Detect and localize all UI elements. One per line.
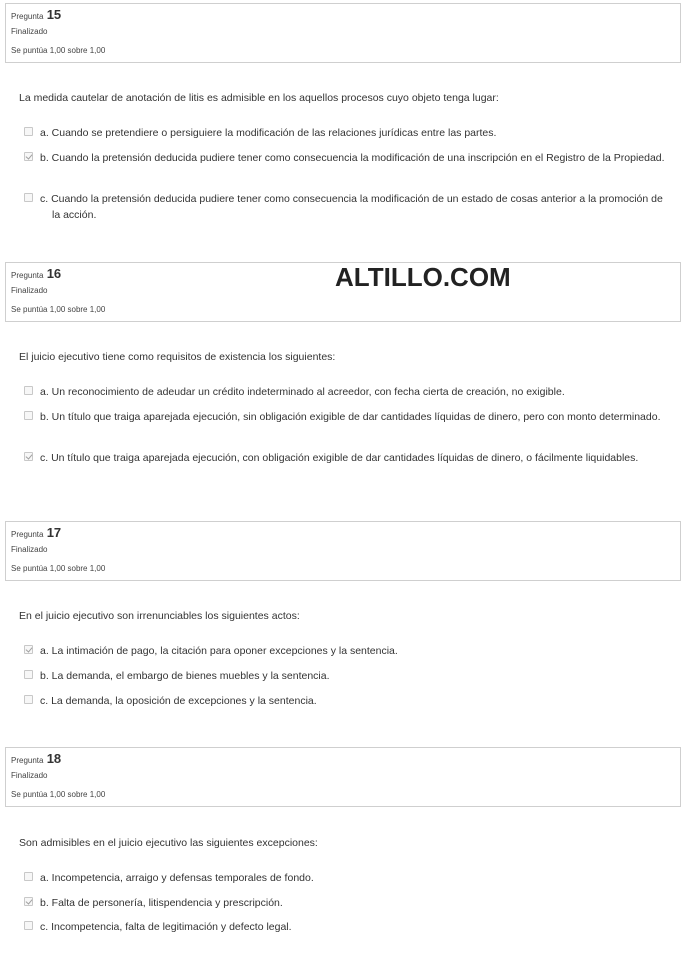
answer-option[interactable]: b. Cuando la pretensión deducida pudiere tener como consecuencia la modificación de una inscripción en el Registro de la Propiedad. <box>24 150 669 166</box>
answer-option[interactable]: b. Un título que traiga aparejada ejecución, sin obligación exigible de dar cantidades líquidas de dinero, pero con monto determinado. <box>24 409 669 425</box>
checkbox[interactable] <box>24 872 33 881</box>
question-info-15 <box>5 3 681 63</box>
question-grade: Se puntúa 1,00 sobre 1,00 <box>11 46 106 55</box>
question-grade: Se puntúa 1,00 sobre 1,00 <box>11 790 106 799</box>
answer-option[interactable]: b. La demanda, el embargo de bienes muebles y la sentencia. <box>24 668 669 684</box>
answer-option[interactable]: b. Falta de personería, litispendencia y prescripción. <box>24 895 669 911</box>
checkbox[interactable] <box>24 670 33 679</box>
question-state: Finalizado <box>11 771 48 780</box>
question-number: Pregunta 16 <box>11 266 62 281</box>
checkbox-checked[interactable] <box>24 645 33 654</box>
checkbox-checked[interactable] <box>24 452 33 461</box>
answer-option[interactable]: c. Incompetencia, falta de legitimación y defecto legal. <box>24 919 669 935</box>
checkbox[interactable] <box>24 411 33 420</box>
checkbox-checked[interactable] <box>24 152 33 161</box>
answer-option[interactable]: c. Un título que traiga aparejada ejecución, con obligación exigible de dar cantidades líquidas de dinero, o fácilmente liquidables. <box>24 450 669 466</box>
question-text: En el juicio ejecutivo son irrenunciables los siguientes actos: <box>19 610 300 622</box>
checkbox[interactable] <box>24 386 33 395</box>
answer-option[interactable]: a. Un reconocimiento de adeudar un crédito indeterminado al acreedor, con fecha cierta de creación, no exigible. <box>24 384 669 400</box>
question-info-17 <box>5 521 681 581</box>
checkbox[interactable] <box>24 921 33 930</box>
answer-option[interactable]: a. Incompetencia, arraigo y defensas temporales de fondo. <box>24 870 669 886</box>
question-state: Finalizado <box>11 27 48 36</box>
question-info-18 <box>5 747 681 807</box>
checkbox[interactable] <box>24 127 33 136</box>
checkbox[interactable] <box>24 193 33 202</box>
question-grade: Se puntúa 1,00 sobre 1,00 <box>11 564 106 573</box>
answer-option[interactable]: c. Cuando la pretensión deducida pudiere tener como consecuencia la modificación de un estado de cosas anterior a la promoción de la acción. <box>24 191 669 223</box>
answer-option[interactable]: c. La demanda, la oposición de excepciones y la sentencia. <box>24 693 669 709</box>
question-text: La medida cautelar de anotación de litis es admisible en los aquellos procesos cuyo objeto tenga lugar: <box>19 92 499 104</box>
question-text: Son admisibles en el juicio ejecutivo las siguientes excepciones: <box>19 837 318 849</box>
answer-option[interactable]: a. La intimación de pago, la citación para oponer excepciones y la sentencia. <box>24 643 669 659</box>
question-grade: Se puntúa 1,00 sobre 1,00 <box>11 305 106 314</box>
answer-option[interactable]: a. Cuando se pretendiere o persiguiere la modificación de las relaciones jurídicas entre las partes. <box>24 125 669 141</box>
checkbox-checked[interactable] <box>24 897 33 906</box>
watermark-text: ALTILLO.COM <box>335 262 511 292</box>
question-text: El juicio ejecutivo tiene como requisitos de existencia los siguientes: <box>19 351 336 363</box>
checkbox[interactable] <box>24 695 33 704</box>
question-number: Pregunta 17 <box>11 525 62 540</box>
question-number: Pregunta 18 <box>11 751 62 766</box>
question-state: Finalizado <box>11 545 48 554</box>
question-state: Finalizado <box>11 286 48 295</box>
question-number: Pregunta 15 <box>11 7 62 22</box>
